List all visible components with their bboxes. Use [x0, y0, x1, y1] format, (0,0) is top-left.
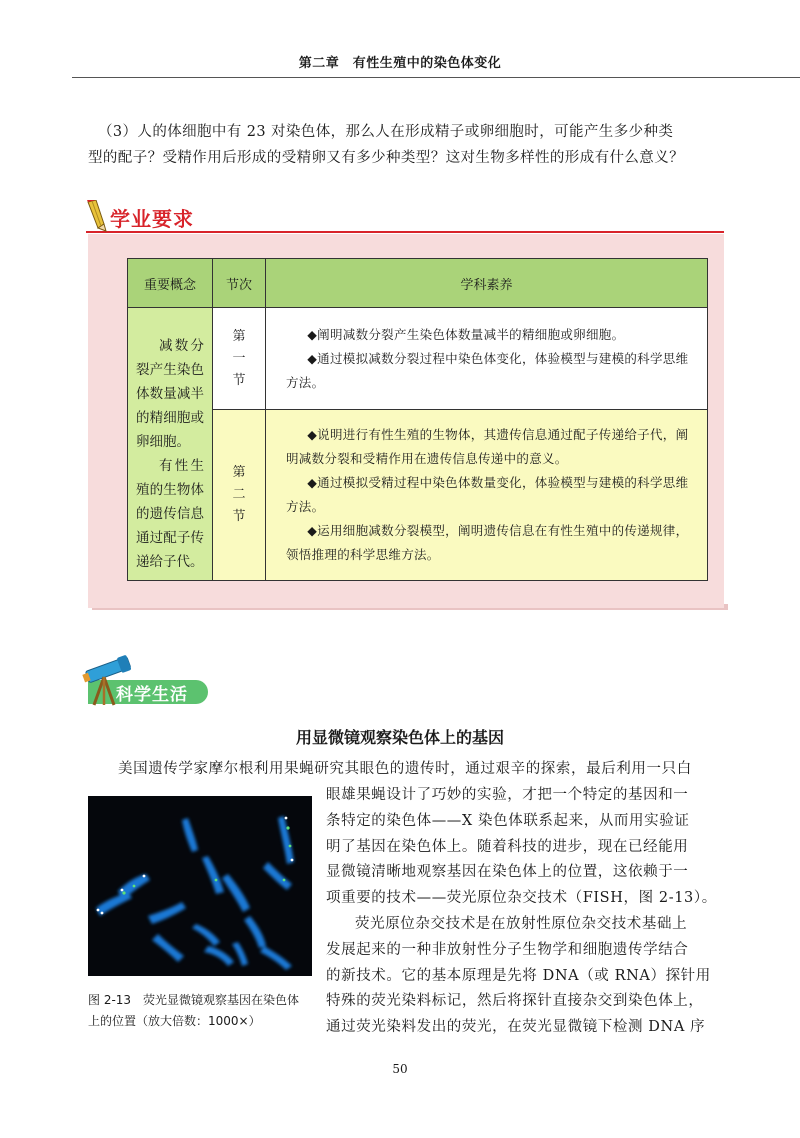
section-char: 二	[232, 487, 246, 502]
article-line: 发展起来的一种非放射性分子生物学和细胞遗传学结合	[326, 941, 689, 958]
concept-line: 的精细胞或	[136, 410, 204, 426]
article-line: 的新技术。它的基本原理是先将 DNA（或 RNA）探针用	[326, 967, 711, 984]
header-literacy: 学科素养	[266, 259, 708, 308]
section-char: 第	[232, 328, 246, 344]
concept-line: 卵细胞。	[136, 434, 190, 450]
article-line: 项重要的技术——荧光原位杂交技术（FISH，图 2-13）。	[326, 890, 717, 907]
concept-cell	[128, 308, 213, 581]
section-char: 节	[232, 509, 246, 524]
literacy-item: ◆运用细胞减数分裂模型，阐明遗传信息在有性生殖中的传递规律，领悟推理的科学思维方法。	[286, 523, 689, 562]
concept-line: 的遗传信息	[136, 506, 204, 522]
literacy-cell-2	[266, 410, 708, 581]
table-header-row	[128, 259, 708, 308]
article-line: 通过荧光染料发出的荧光，在荧光显微镜下检测 DNA 序	[326, 1019, 706, 1036]
page-number: 50	[392, 1062, 408, 1076]
header-section: 节次	[213, 259, 266, 308]
requirements-title: 学业要求	[110, 207, 194, 231]
literacy-item: ◆阐明减数分裂产生染色体数量减半的精细胞或卵细胞。	[307, 326, 625, 342]
article-first-line: 美国遗传学家摩尔根利用果蝇研究其眼色的遗传时，通过艰辛的探索，最后利用一只白	[118, 761, 692, 777]
header-rule	[72, 77, 800, 78]
concept-line: 体数量减半	[136, 386, 204, 402]
article-line: 明了基因在染色体上。随着科技的进步，现在已经能用	[326, 838, 689, 855]
concept-line: 减数分	[158, 338, 204, 354]
figure-caption	[88, 990, 318, 1032]
question-line-1: （3）人的体细胞中有 23 对染色体，那么人在形成精子或卵细胞时，可能产生多少种类	[98, 124, 674, 140]
concept-line: 递给子代。	[136, 554, 204, 570]
science-life-title: 科学生活	[116, 685, 188, 705]
literacy-item: ◆说明进行有性生殖的生物体，其遗传信息通过配子传递给子代，阐明减数分裂和受精作用在遗传信息传递中的意义。	[286, 427, 689, 466]
concept-line: 裂产生染色	[136, 362, 204, 378]
requirements-table	[127, 258, 708, 581]
section-cell-2	[213, 410, 266, 581]
concept-line: 通过配子传	[136, 530, 204, 546]
section-char: 第	[232, 465, 246, 480]
article-line: 显微镜清晰地观察基因在染色体上的位置，这依赖于一	[326, 864, 689, 881]
table-row	[128, 308, 708, 410]
section-char: 节	[232, 372, 246, 388]
article-line: 眼雄果蝇设计了巧妙的实验，才把一个特定的基因和一	[326, 787, 689, 803]
section-char: 一	[232, 350, 246, 366]
chromosome-image	[88, 796, 312, 976]
table-row	[128, 410, 708, 581]
article-line: 特殊的荧光染料标记，然后将探针直接杂交到染色体上，	[326, 993, 704, 1010]
literacy-cell-1	[266, 308, 708, 410]
literacy-item: ◆通过模拟减数分裂过程中染色体变化，体验模型与建模的科学思维方法。	[286, 350, 689, 390]
article-title: 用显微镜观察染色体上的基因	[295, 728, 504, 747]
pencil-icon	[84, 200, 110, 232]
section-cell-1	[213, 308, 266, 410]
concept-line: 殖的生物体	[136, 482, 204, 498]
article-right-column	[326, 783, 730, 1041]
article-line: 荧光原位杂交技术是在放射性原位杂交技术基础上	[355, 915, 688, 932]
concept-line: 有性生	[158, 458, 204, 474]
fish-micrograph	[88, 796, 312, 976]
question-line-2: 型的配子？受精作用后形成的受精卵又有多少种类型？这对生物多样性的形成有什么意义？	[88, 150, 684, 166]
literacy-item: ◆通过模拟受精过程中染色体数量变化，体验模型与建模的科学思维方法。	[286, 475, 689, 514]
header-concept: 重要概念	[128, 259, 213, 308]
figure-caption-line: 图 2-13 荧光显微镜观察基因在染色体	[88, 993, 300, 1007]
figure-caption-line: 上的位置（放大倍数：1000×）	[88, 1014, 261, 1028]
running-header: 第二章 有性生殖中的染色体变化	[298, 56, 502, 71]
article-line: 条特定的染色体——X 染色体联系起来，从而用实验证	[326, 812, 690, 829]
